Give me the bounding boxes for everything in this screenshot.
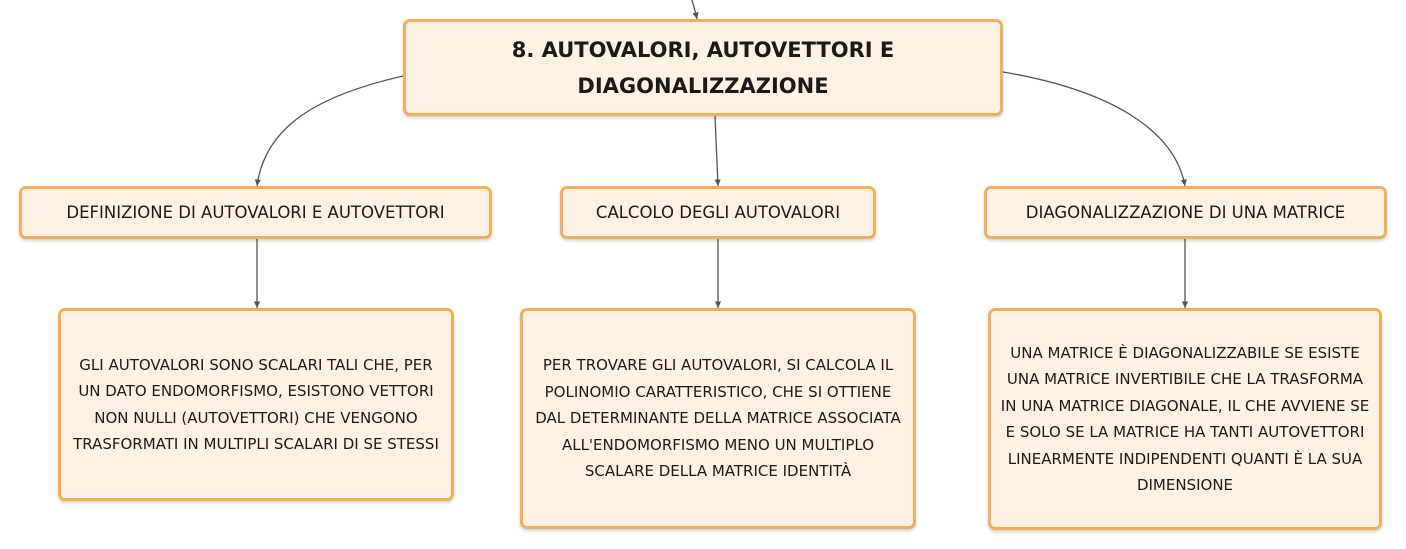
topic-label: DIAGONALIZZAZIONE DI UNA MATRICE <box>1025 203 1346 222</box>
detail-text: UNA MATRICE È DIAGONALIZZABILE SE ESISTE UNA MATRICE INVERTIBILE CHE LA TRASFORMA IN UNA MATRICE DIAGONALE, IL CHE AVVIENE SE E SOLO SE LA MATRICE HA TANTI AUTOVETTORI LINEARMENTE INDIPENDENTI QUANTI È LA SUA DIMENSIONE <box>1000 343 1370 494</box>
connector-root-to-topic-1 <box>257 76 403 186</box>
root-label: 8. AUTOVALORI, AUTOVETTORI E DIAGONALIZZAZIONE <box>511 37 895 98</box>
topic-label: CALCOLO DEGLI AUTOVALORI <box>595 203 841 222</box>
incoming-connector <box>692 0 697 19</box>
connector-root-to-topic-3 <box>1003 72 1185 186</box>
root-node[interactable] <box>403 19 1003 116</box>
connector-root-to-topic-2 <box>715 116 718 186</box>
detail-text: GLI AUTOVALORI SONO SCALARI TALI CHE, PER UN DATO ENDOMORFISMO, ESISTONO VETTORI NON NULLI (AUTOVETTORI) CHE VENGONO TRASFORMATI IN MULTIPLI SCALARI DI SE STESSI <box>73 355 439 453</box>
detail-node-definizione[interactable] <box>58 308 454 501</box>
detail-node-diagonalizzazione[interactable] <box>988 308 1382 530</box>
topic-node-definizione[interactable] <box>19 186 492 239</box>
detail-text: PER TROVARE GLI AUTOVALORI, SI CALCOLA IL POLINOMIO CARATTERISTICO, CHE SI OTTIENE DAL DETERMINANTE DELLA MATRICE ASSOCIATA ALL'ENDOMORFISMO MENO UN MULTIPLO SCALARE DELLA MATRICE IDENTITÀ <box>535 356 901 481</box>
topic-node-calcolo[interactable] <box>560 186 876 239</box>
topic-node-diagonalizzazione[interactable] <box>984 186 1387 239</box>
detail-node-calcolo[interactable] <box>520 308 916 529</box>
topic-label: DEFINIZIONE DI AUTOVALORI E AUTOVETTORI <box>66 203 445 222</box>
